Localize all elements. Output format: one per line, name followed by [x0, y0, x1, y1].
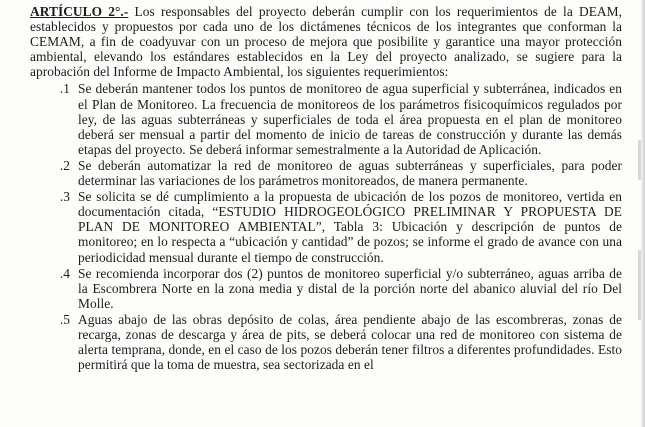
scan-artifact [638, 140, 641, 180]
requirement-text: Se deberán automatizar la red de monitoreo de aguas subterráneas y superficiales, para poder determinar las variaciones de los parámetros monitoreados, de manera permanente. [78, 157, 622, 189]
scan-edge [641, 0, 645, 427]
article-paragraph [30, 4, 622, 79]
requirement-item: 2. Se deberán automatizar la red de monitoreo de aguas subterráneas y superficiales, para poder determinar las variaciones de los parámetros monitoreados, de manera permanente. [59, 157, 622, 189]
requirement-item: 1. Se deberán mantener todos los puntos de monitoreo de agua superficial y subterránea, indicados en el Plan de Monitoreo. La frecuencia de monitoreos de los parámetros fisicoquímicos regulados por ley, de las aguas subterráneas y superficiales de toda el área propuesta en el plan de monitoreo deberá ser mensual a partir del momento de inicio de tareas de construcción y durante las demás etapas del proyecto. Se deberá informar semestralmente a la Autoridad de Aplicación. [59, 81, 622, 157]
article-intro-text: Los responsables del proyecto deberán cumplir con los requerimientos de la DEAM, establecidos y propuestos por cada uno de los dictámenes técnicos de los integrantes que conforman la CEMAM, a fin de coadyuvar con un proceso de mejora que posibilite y garantice una mayor protección ambiental, elevando los estándares establecidos en la Ley del proyecto analizado, se sugiere para la aprobación del Informe de Impacto Ambiental, los siguientes requerimientos: [30, 4, 623, 80]
scan-artifact [638, 250, 641, 320]
requirement-item: 3. Se solicita se dé cumplimiento a la propuesta de ubicación de los pozos de monitoreo, vertida en documentación citada, “ESTUDIO HIDROGEOLÓGICO PRELIMINAR Y PROPUESTA DE PLAN DE MONITOREO AMBIENTAL”, Tabla 3: Ubicación y descripción de puntos de monitoreo; en lo respecta a “ubicación y cantidad” de pozos; se informe el grado de avance con una periodicidad mensual durante el tiempo de construcción. [59, 189, 622, 265]
document-body [30, 4, 622, 373]
requirement-text: Se deberán mantener todos los puntos de monitoreo de agua superficial y subterránea, indicados en el Plan de Monitoreo. La frecuencia de monitoreos de los parámetros fisicoquímicos regulados por ley, de las aguas subterráneas y superficiales de toda el área propuesta en el plan de monitoreo deberá ser mensual a partir del momento de inicio de tareas de construcción y durante las demás etapas del proyecto. Se deberá informar semestralmente a la Autoridad de Aplicación. [78, 81, 622, 157]
article-heading: ARTÍCULO 2°.- [30, 4, 129, 19]
requirement-text: Aguas abajo de las obras depósito de colas, área pendiente abajo de las escombreras, zonas de recarga, zonas de descarga y área de pits, se deberá colocar una red de monitoreo con sistema de alerta temprana, donde, en el caso de los pozos deberán tener filtros a diferentes profundidades. Esto permitirá que la toma de muestra, sea sectorizada en el [78, 311, 622, 373]
requirement-item: 5. Aguas abajo de las obras depósito de colas, área pendiente abajo de las escombreras, zonas de recarga, zonas de descarga y área de pits, se deberá colocar una red de monitoreo con sistema de alerta temprana, donde, en el caso de los pozos deberán tener filtros a diferentes profundidades. Esto permitirá que la toma de muestra, sea sectorizada en el [59, 311, 622, 373]
requirement-text: Se solicita se dé cumplimiento a la propuesta de ubicación de los pozos de monitoreo, vertida en documentación citada, “ESTUDIO HIDROGEOLÓGICO PRELIMINAR Y PROPUESTA DE PLAN DE MONITOREO AMBIENTAL”, Tabla 3: Ubicación y descripción de puntos de monitoreo; en lo respecta a “ubicación y cantidad” de pozos; se informe el grado de avance con una periodicidad mensual durante el tiempo de construcción. [78, 189, 622, 265]
requirement-text: Se recomienda incorporar dos (2) puntos de monitoreo superficial y/o subterráneo, aguas arriba de la Escombrera Norte en la zona media y distal de la porción norte del abanico aluvial del río Del Molle. [78, 265, 622, 311]
requirements-list [30, 81, 622, 372]
requirement-item: 4. Se recomienda incorporar dos (2) puntos de monitoreo superficial y/o subterráneo, aguas arriba de la Escombrera Norte en la zona media y distal de la porción norte del abanico aluvial del río Del Molle. [59, 265, 622, 311]
